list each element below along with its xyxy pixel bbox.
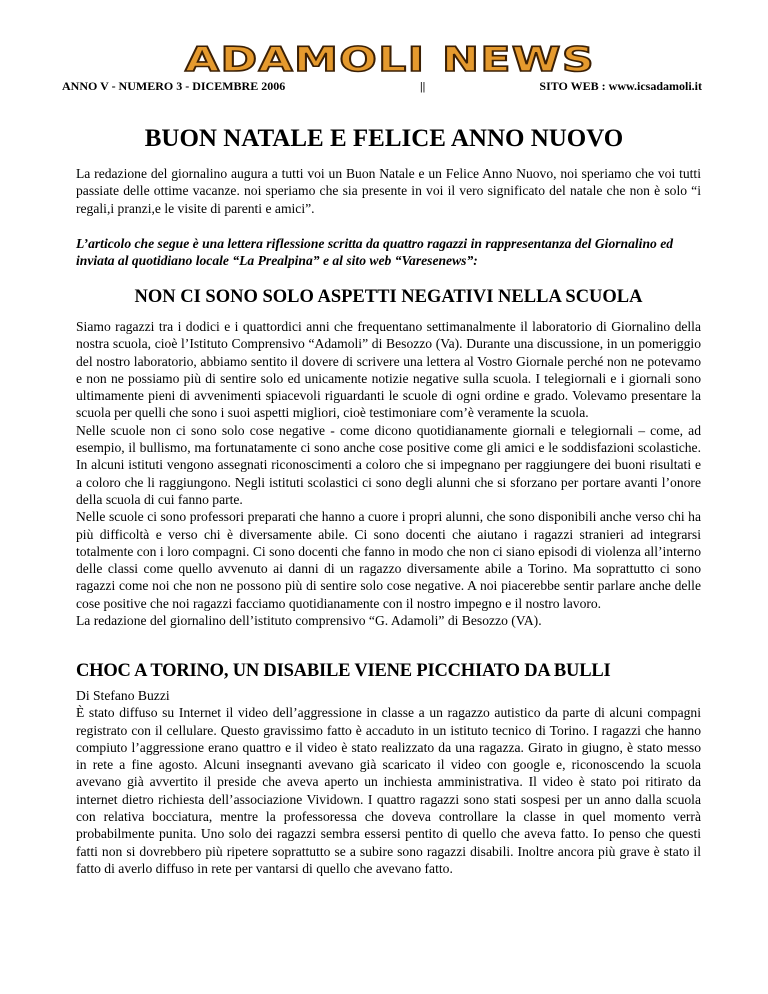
article2-text: È stato diffuso su Internet il video dell’aggressione in classe a un ragazzo autistico da parte di alcuni compagni registrato con il cellulare. Questo gravissimo fatto è accaduto in un istituto tecnico di Torino. I ragazzi che hanno compiuto l’aggressione erano quattro e il video è stato realizzato da una ragazza. Girato in giugno, è stato messo in rete a fine agosto. Alcuni insegnanti avevano già scaricato il video con google e, riconoscendo la scuola avevano già avvertito il preside che aveva aperto un inchiesta amministrativa. Il video è stato poi ritirato da internet dietro richiesta dell’associazione Vividown. I quattro ragazzi sono stati sospesi per un anno dalla scuola con relativa bocciatura, mentre la professoressa che doveva controllare la classe in quel momento verrà probabilmente punita. Uno solo dei ragazzi sembra essersi pentito di quello che aveva fatto. Io penso che questi fatti non si dovrebbero più ripetere soprattutto se a subire sono ragazzi disabili. Inoltre ancora più grave è stato il fatto di averlo diffuso in rete per vantarsi di quello che avevano fatto.: [76, 705, 701, 876]
article2-body: [76, 687, 701, 877]
lead-text: L’articolo che segue è una lettera riflessione scritta da quattro ragazzi in rappresentanza del Giornalino ed inviata al quotidiano locale “La Prealpina” e al sito web “Varesenews”:: [76, 236, 674, 269]
masthead-title: ADAMOLI NEWS: [185, 42, 595, 74]
website-label: SITO WEB : www.icsadamoli.it: [539, 79, 702, 93]
article1-paragraph: Nelle scuole ci sono professori preparati che hanno a cuore i propri alunni, che sono disponibili anche verso chi ha più difficoltà e verso chi è diversamente abile. Ci sono docenti che aiutano i ragazzi stranieri ad integrarsi totalmente con i loro compagni. Ci sono docenti che fanno in modo che non ci siano episodi di violenza all’interno delle classi come quello avvenuto ai danni di un ragazzo diversamente abile a Torino. Ma soprattutto ci sono ragazzi come noi che non ne possono più di sentire solo cose negative. A noi piacerebbe sentir parlare anche delle cose positive che noi ragazzi facciamo quotidianamente con il nostro impegno e il nostro lavoro.: [76, 509, 701, 611]
lead-paragraph: [76, 235, 701, 270]
issue-info: [62, 79, 702, 95]
intro-text: La redazione del giornalino augura a tutti voi un Buon Natale e un Felice Anno Nuovo, noi speriamo che voi tutti passiate delle ottime vacanze. noi speriamo che sia presente in voi il vero significato del natale che non è solo “i regali,i pranzi,e le visite di parenti e amici”.: [76, 166, 701, 216]
main-headline: BUON NATALE E FELICE ANNO NUOVO: [144, 125, 624, 152]
intro-paragraph: [76, 165, 701, 217]
article1-signature: La redazione del giornalino dell’istituto comprensivo “G. Adamoli” di Besozzo (VA).: [76, 613, 542, 629]
article1-paragraph: Siamo ragazzi tra i dodici e i quattordici anni che frequentano settimanalmente il laboratorio di Giornalino della nostra scuola, cioè l’Istituto Comprensivo “Adamoli” di Besozzo (Va). Durante una discussione, in un pomeriggio del nostro laboratorio, abbiamo sentito il dovere di scrivere una lettera al Vostro Giornale perché non ne potevamo e non ne possiamo più di sentire solo ed unicamente notizie negative sulla scuola. I telegiornali e i giornali sono ultimamente pieni di avvenimenti spiacevoli riguardanti le scuole di ogni ordine e grado. Volevamo presentare la scuola per quelli che sono i suoi aspetti migliori, cioè testimoniare com’è veramente la scuola.: [76, 319, 701, 421]
issue-number-date: ANNO V - NUMERO 3 - DICEMBRE 2006: [62, 79, 286, 93]
masthead-logo: [182, 42, 598, 74]
article1-body: [76, 318, 701, 629]
issue-separator: ||: [420, 79, 426, 93]
article1-paragraph: Nelle scuole non ci sono solo cose negative - come dicono quotidianamente giornali e telegiornali – come, ad esempio, il bullismo, ma fortunatamente ci sono anche cose positive come gli amici e le soddisfazioni scolastiche. In alcuni istituti vengono assegnati riconoscimenti a coloro che si impegnano per raggiungere dei buoni risultati e a coloro che li raggiungono. Negli istituti scolastici ci sono degli alunni che si sforzano per portare avanti l’onore della scuola di cui fanno parte.: [76, 422, 701, 507]
article2-title: CHOC A TORINO, UN DISABILE VIENE PICCHIATO DA BULLI: [76, 661, 611, 681]
article2-byline: Di Stefano Buzzi: [76, 688, 170, 703]
article1-title: NON CI SONO SOLO ASPETTI NEGATIVI NELLA SCUOLA: [134, 287, 643, 307]
